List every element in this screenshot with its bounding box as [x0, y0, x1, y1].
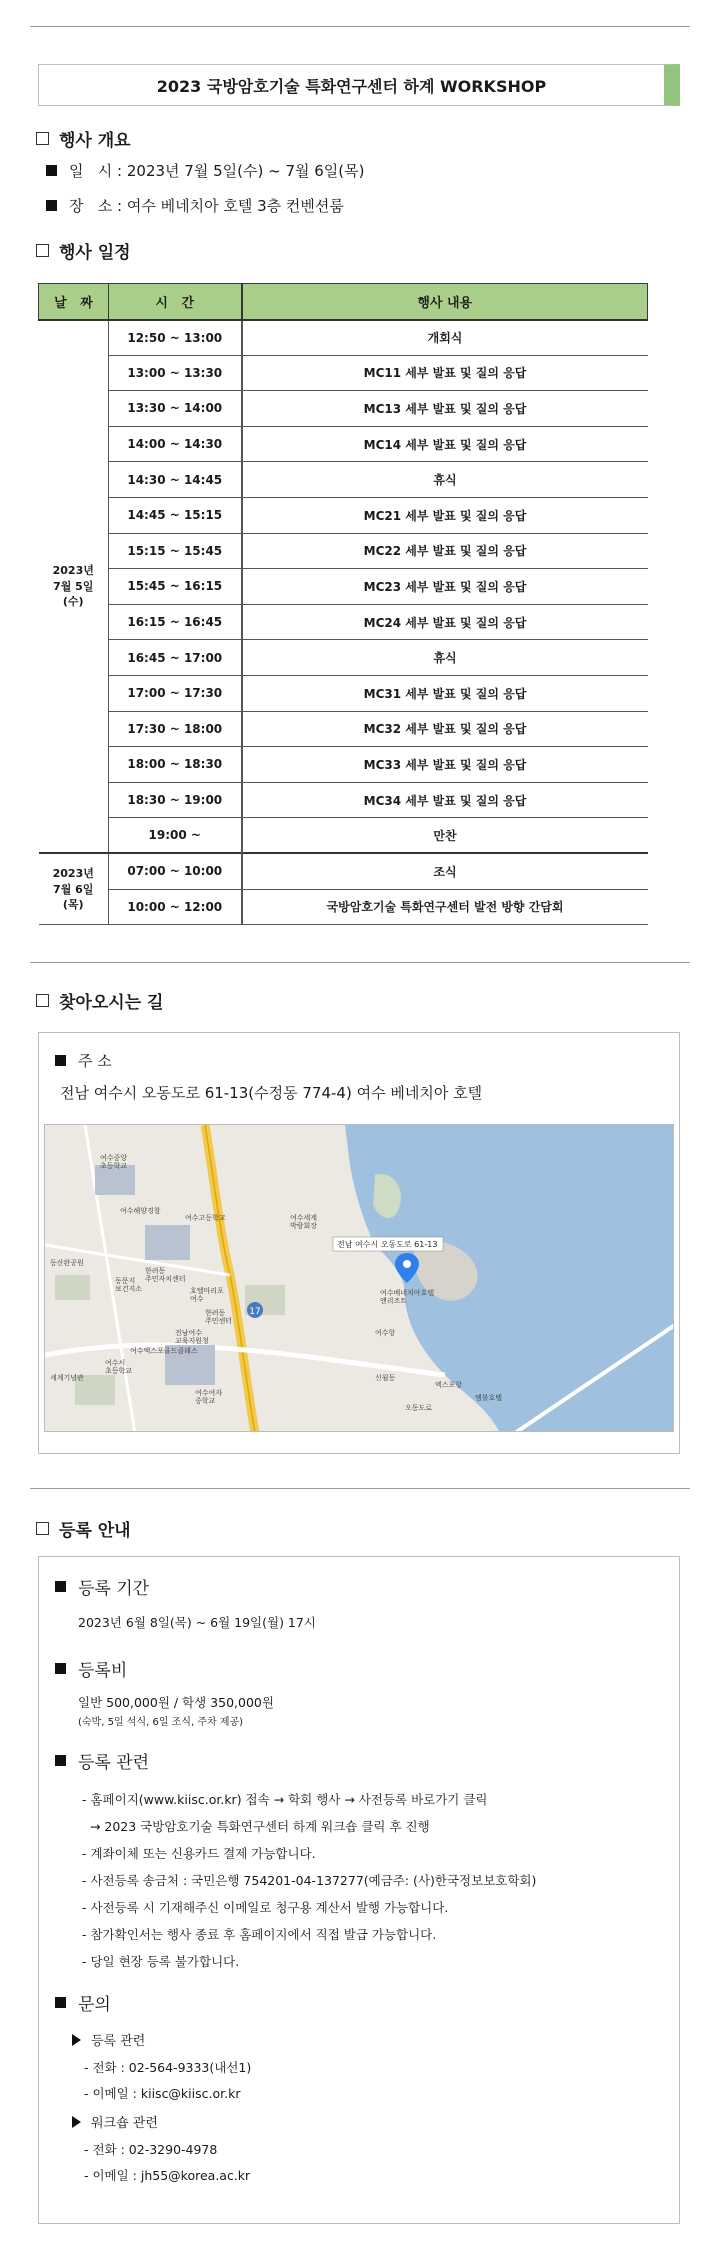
black-square-icon — [46, 165, 57, 176]
ws-contact-label: 워크숍 관련 — [91, 2116, 158, 2131]
map-label-elem1: 여수서 초등학교 — [105, 1359, 133, 1375]
map-label-park: 동산완공원 — [50, 1259, 84, 1267]
fee-label — [55, 1656, 127, 1681]
map-label-mountain: 전남여수 교육지원청 — [175, 1329, 209, 1345]
page-title: 2023 국방암호기술 특화연구센터 하계 WORKSHOP — [38, 64, 680, 106]
table-row — [39, 853, 648, 889]
directions-heading-text: 찾아오시는 길 — [59, 993, 164, 1013]
schedule-date-cell: 2023년 7월 6일 (목) — [39, 853, 109, 924]
map-pin-label: 전남 여수시 오동도로 61-13 — [337, 1240, 438, 1249]
table-row — [39, 889, 648, 925]
registration-line: - 사전등록 시 기재해주신 이메일로 청구용 계산서 발행 가능합니다. — [82, 1900, 449, 1915]
schedule-time-cell: 13:30 ~ 14:00 — [109, 391, 242, 427]
map-block — [55, 1275, 90, 1300]
square-outline-icon — [36, 994, 49, 1007]
address-text: 전남 여수시 오동도로 61-13(수정동 774-4) 여수 베네치아 호텔 — [60, 1084, 483, 1102]
registration-line: - 계좌이체 또는 신용카드 결제 가능합니다. — [82, 1846, 316, 1861]
directions-heading — [36, 988, 163, 1013]
map-label-hotel: 여수베네치아호텔 앤리조트 — [380, 1289, 435, 1305]
col-time: 시 간 — [109, 284, 242, 320]
schedule-event-cell: 휴식 — [242, 640, 648, 676]
period-label — [55, 1574, 149, 1599]
schedule-time-cell: 18:00 ~ 18:30 — [109, 747, 242, 783]
location-map[interactable] — [44, 1124, 674, 1432]
map-label-port: 엑스포항 — [435, 1381, 463, 1389]
table-row — [39, 533, 648, 569]
table-row — [39, 640, 648, 676]
map-label-office: 여수해양경찰 — [120, 1207, 161, 1215]
registration-heading-text: 등록 안내 — [59, 1521, 131, 1541]
schedule-time-cell: 16:15 ~ 16:45 — [109, 604, 242, 640]
registration-line: - 당일 현장 등록 불가합니다. — [82, 1954, 240, 1969]
map-label-pier: 여수항 — [375, 1329, 396, 1337]
related-label — [55, 1748, 149, 1773]
schedule-time-cell: 19:00 ~ — [109, 818, 242, 854]
table-row — [39, 426, 648, 462]
schedule-event-cell: 개회식 — [242, 320, 648, 356]
address-label — [55, 1050, 112, 1071]
registration-heading — [36, 1516, 131, 1541]
schedule-time-cell: 14:30 ~ 14:45 — [109, 462, 242, 498]
schedule-event-cell: MC14 세부 발표 및 질의 응답 — [242, 426, 648, 462]
map-label-church: 호텔마리포 여수 — [190, 1287, 224, 1303]
schedule-time-cell: 16:45 ~ 17:00 — [109, 640, 242, 676]
triangle-right-icon — [72, 2116, 81, 2128]
schedule-time-cell: 17:00 ~ 17:30 — [109, 675, 242, 711]
schedule-time-cell: 18:30 ~ 19:00 — [109, 782, 242, 818]
contact-label-text: 문의 — [78, 1995, 111, 2015]
schedule-event-cell: 조식 — [242, 853, 648, 889]
fee-note: (숙박, 5일 석식, 6일 조식, 주차 제공) — [78, 1717, 244, 1728]
fee-label-text: 등록비 — [78, 1661, 128, 1681]
map-label-center: 한려동 주민자치센터 — [145, 1267, 186, 1283]
schedule-time-cell: 12:50 ~ 13:00 — [109, 320, 242, 356]
map-label-station: 신월동 — [375, 1374, 396, 1382]
contact-label — [55, 1990, 111, 2015]
reg-contact-head — [72, 2030, 145, 2049]
table-row — [39, 782, 648, 818]
schedule-event-cell: 만찬 — [242, 818, 648, 854]
schedule-event-cell: MC23 세부 발표 및 질의 응답 — [242, 569, 648, 605]
map-badge-text: 17 — [249, 1307, 261, 1317]
schedule-time-cell: 13:00 ~ 13:30 — [109, 355, 242, 391]
overview-heading — [36, 126, 131, 151]
table-row — [39, 497, 648, 533]
top-rule — [30, 26, 690, 27]
table-row — [39, 711, 648, 747]
schedule-time-cell: 15:45 ~ 16:15 — [109, 569, 242, 605]
schedule-heading-text: 행사 일정 — [59, 243, 131, 263]
map-label-school2: 여수고등학교 — [185, 1214, 226, 1222]
square-outline-icon — [36, 244, 49, 257]
location-pin-dot — [403, 1260, 411, 1268]
schedule-event-cell: MC22 세부 발표 및 질의 응답 — [242, 533, 648, 569]
registration-line: → 2023 국방암호기술 특화연구센터 하계 워크숍 클릭 후 진행 — [82, 1819, 430, 1834]
table-row — [39, 391, 648, 427]
map-block — [145, 1225, 190, 1260]
schedule-event-cell: MC21 세부 발표 및 질의 응답 — [242, 497, 648, 533]
table-row — [39, 747, 648, 783]
table-row — [39, 320, 648, 356]
map-label-hall: 한려동 주민센터 — [205, 1309, 233, 1325]
schedule-heading — [36, 238, 131, 263]
black-square-icon — [55, 1581, 66, 1592]
section-rule-2 — [30, 1488, 690, 1489]
schedule-date-cell: 2023년 7월 5일 (수) — [39, 320, 109, 854]
black-square-icon — [55, 1055, 66, 1066]
event-date-text: 일 시 : 2023년 7월 5일(수) ~ 7월 6일(목) — [69, 162, 365, 180]
table-row — [39, 604, 648, 640]
col-event: 행사 내용 — [242, 284, 648, 320]
map-label-beach: 엠블호텔 — [475, 1394, 503, 1402]
map-label-cityhall: 세계기념관 — [50, 1374, 84, 1382]
triangle-right-icon — [72, 2034, 81, 2046]
map-label-road: 오동도로 — [405, 1404, 433, 1412]
event-place — [46, 195, 344, 216]
schedule-time-cell: 15:15 ~ 15:45 — [109, 533, 242, 569]
ws-contact-head — [72, 2112, 158, 2131]
schedule-time-cell: 17:30 ~ 18:00 — [109, 711, 242, 747]
ws-phone: - 전화 : 02-3290-4978 — [84, 2142, 218, 2157]
schedule-event-cell: MC11 세부 발표 및 질의 응답 — [242, 355, 648, 391]
map-label-health: 동문지 보건지소 — [115, 1277, 143, 1293]
square-outline-icon — [36, 1522, 49, 1535]
period-label-text: 등록 기간 — [78, 1579, 150, 1599]
black-square-icon — [55, 1755, 66, 1766]
related-label-text: 등록 관련 — [78, 1753, 150, 1773]
black-square-icon — [55, 1663, 66, 1674]
registration-line: - 사전등록 송금처 : 국민은행 754201-04-137277(예금주: (사)한국정보보호학회) — [82, 1873, 537, 1888]
table-row — [39, 462, 648, 498]
table-row — [39, 818, 648, 854]
map-label-elem2: 여수여자 중학교 — [195, 1389, 223, 1405]
fee-text: 일반 500,000원 / 학생 350,000원 — [78, 1695, 274, 1710]
section-rule — [30, 962, 690, 963]
event-date — [46, 160, 364, 181]
black-square-icon — [46, 200, 57, 211]
event-place-text: 장 소 : 여수 베네치아 호텔 3층 컨벤션룸 — [69, 197, 344, 215]
map-label-school1: 여수중앙 초등학교 — [100, 1154, 128, 1170]
map-svg — [45, 1125, 674, 1432]
address-label-text: 주 소 — [78, 1052, 112, 1070]
reg-email[interactable]: - 이메일 : kiisc@kiisc.or.kr — [84, 2086, 241, 2101]
registration-line: - 홈페이지(www.kiisc.or.kr) 접속 → 학회 행사 → 사전등록 바로가기 클릭 — [82, 1792, 488, 1807]
map-label-exhibit: 여수세계 박람회장 — [290, 1214, 318, 1230]
ws-email[interactable]: - 이메일 : jh55@korea.ac.kr — [84, 2168, 251, 2183]
schedule-time-cell: 10:00 ~ 12:00 — [109, 889, 242, 925]
schedule-table — [38, 283, 648, 925]
overview-heading-text: 행사 개요 — [59, 131, 131, 151]
map-label-ymca: 여수엑스포골드클래스 — [130, 1347, 198, 1355]
col-date: 날 짜 — [39, 284, 109, 320]
schedule-event-cell: MC34 세부 발표 및 질의 응답 — [242, 782, 648, 818]
table-row — [39, 675, 648, 711]
table-row — [39, 355, 648, 391]
period-text: 2023년 6월 8일(목) ~ 6월 19일(월) 17시 — [78, 1615, 316, 1630]
schedule-event-cell: MC33 세부 발표 및 질의 응답 — [242, 747, 648, 783]
reg-phone: - 전화 : 02-564-9333(내선1) — [84, 2060, 252, 2075]
table-row — [39, 569, 648, 605]
schedule-time-cell: 14:00 ~ 14:30 — [109, 426, 242, 462]
schedule-event-cell: MC13 세부 발표 및 질의 응답 — [242, 391, 648, 427]
schedule-event-cell: MC31 세부 발표 및 질의 응답 — [242, 675, 648, 711]
schedule-event-cell: 휴식 — [242, 462, 648, 498]
schedule-event-cell: 국방암호기술 특화연구센터 발전 방향 간담회 — [242, 889, 648, 925]
square-outline-icon — [36, 132, 49, 145]
black-square-icon — [55, 1997, 66, 2008]
reg-contact-label: 등록 관련 — [91, 2034, 146, 2049]
schedule-event-cell: MC24 세부 발표 및 질의 응답 — [242, 604, 648, 640]
schedule-time-cell: 14:45 ~ 15:15 — [109, 497, 242, 533]
registration-line: - 참가확인서는 행사 종료 후 홈페이지에서 직접 발급 가능합니다. — [82, 1927, 437, 1942]
schedule-event-cell: MC32 세부 발표 및 질의 응답 — [242, 711, 648, 747]
schedule-time-cell: 07:00 ~ 10:00 — [109, 853, 242, 889]
